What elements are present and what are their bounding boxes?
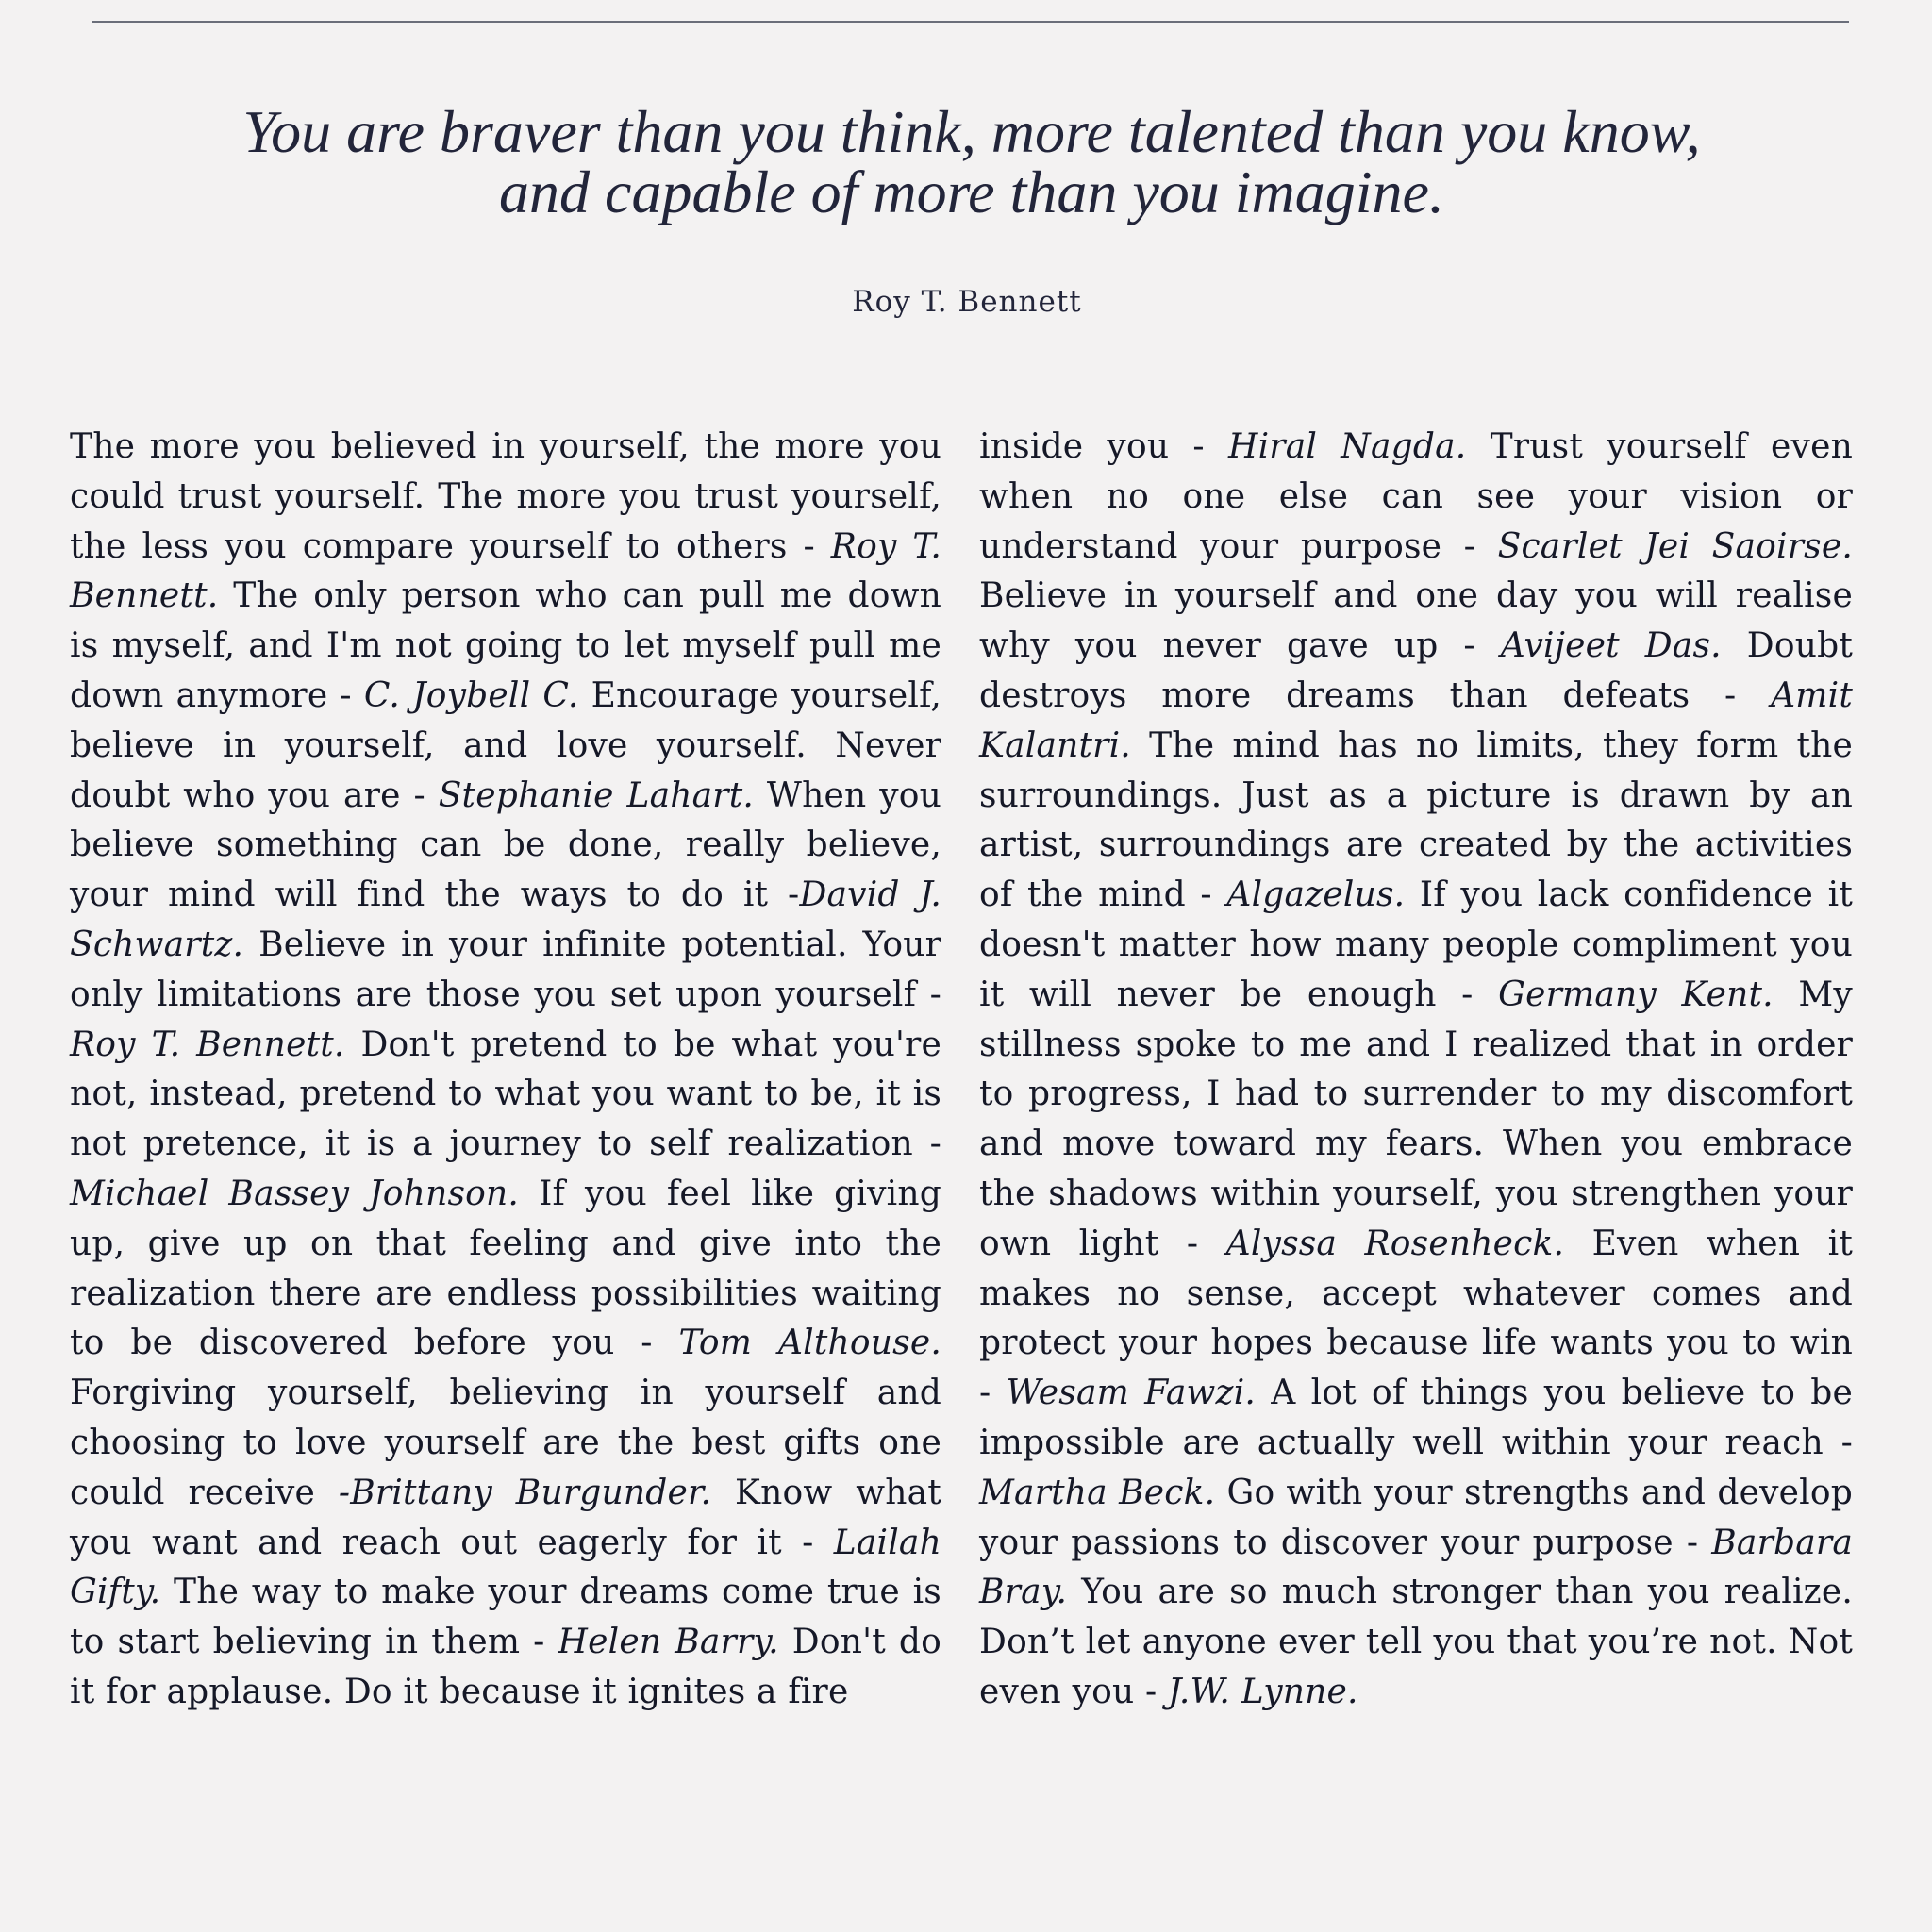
quote-text-continued: inside you - bbox=[979, 427, 1205, 466]
top-divider bbox=[92, 21, 1849, 23]
quote-author: Tom Althouse. bbox=[678, 1324, 941, 1363]
featured-quote-line-2: and capable of more than you imagine. bbox=[499, 158, 1444, 225]
quote-text: If you lack confidence it doesn't matter how many people compliment you it will never be enough - bbox=[979, 875, 1853, 1014]
quotes-column-right bbox=[979, 423, 1853, 1718]
quote-text: Trust yourself even when no one else can see your vision or understand your purpose - bbox=[979, 427, 1853, 566]
quote-text: Forgiving yourself, believing in yourself and choosing to love yourself are the best gifts one could receive bbox=[70, 1374, 941, 1512]
quote-author: Roy T. Bennett. bbox=[70, 526, 941, 616]
quote-text: Encourage yourself, believe in yourself, and love yourself. Never doubt who you are - bbox=[70, 675, 941, 815]
quote-author: Stephanie Lahart. bbox=[438, 775, 755, 815]
quote-author: David J. Schwartz. bbox=[70, 875, 941, 964]
quote-text: Don't pretend to be what you're not, instead, pretend to what you want to be, it is not pretence, it is a journey to self realization - bbox=[70, 1024, 941, 1164]
featured-quote-author: Roy T. Bennett bbox=[852, 285, 1082, 319]
quote-text: If you feel like giving up, give up on that feeling and give into the realization there are endless possibilities waiting to be discovered before you - bbox=[70, 1174, 941, 1363]
quote-author: Avijeet Das. bbox=[1500, 626, 1722, 666]
quote-text: Don't do it for applause. Do it because it ignites a fire bbox=[70, 1623, 941, 1711]
quote-text: When you believe something can be done, really believe, your mind will find the ways to do it - bbox=[70, 775, 941, 915]
quote-text: Even when it makes no sense, accept whatever comes and protect your hopes because life wants you to win - bbox=[979, 1224, 1853, 1413]
quote-text: The only person who can pull me down is myself, and I'm not going to let myself pull me down anymore - bbox=[70, 576, 942, 715]
quote-author: C. Joybell C. bbox=[363, 675, 579, 715]
quote-text: A lot of things you believe to be impossible are actually well within your reach - bbox=[979, 1374, 1853, 1462]
featured-quote-line-1: You are braver than you think, more talented than you know, bbox=[242, 98, 1701, 165]
quote-text: Know what you want and reach out eagerly for it - bbox=[70, 1473, 941, 1562]
quote-text: Doubt destroys more dreams than defeats - bbox=[979, 626, 1853, 715]
quote-author: Helen Barry. bbox=[558, 1623, 779, 1662]
featured-quote bbox=[142, 98, 1802, 225]
quote-author: Hiral Nagda. bbox=[1228, 427, 1467, 466]
quote-author: Germany Kent. bbox=[1498, 974, 1774, 1014]
quote-text: The more you believed in yourself, the more you could trust yourself. The more you trust yourself, the less you compare yourself to others - bbox=[70, 427, 941, 566]
quote-author: Lailah Gifty. bbox=[70, 1523, 941, 1612]
quote-text: The mind has no limits, they form the surroundings. Just as a picture is drawn by an artist, surroundings are created by the activities of the mind - bbox=[979, 725, 1853, 915]
quote-author: Barbara Bray. bbox=[979, 1523, 1853, 1612]
quote-author: Algazelus. bbox=[1226, 875, 1406, 915]
quote-author: Martha Beck. bbox=[979, 1473, 1216, 1512]
quote-text: Believe in your infinite potential. Your only limitations are those you set upon yourself - bbox=[70, 924, 941, 1014]
quote-text: My stillness spoke to me and I realized that in order to progress, I had to surrender to my discomfort and move toward my fears. When you embrace the shadows within yourself, you strengthen your own light - bbox=[979, 974, 1853, 1263]
quote-author: Michael Bassey Johnson. bbox=[70, 1174, 520, 1213]
quote-text: The way to make your dreams come true is to start believing in them - bbox=[70, 1573, 941, 1662]
quote-author: Roy T. Bennett. bbox=[70, 1024, 345, 1064]
quote-author: Amit Kalantri. bbox=[979, 675, 1853, 765]
quote-author: Scarlet Jei Saoirse. bbox=[1497, 526, 1853, 566]
quote-author: -Brittany Burgunder. bbox=[338, 1473, 712, 1512]
quote-author: Wesam Fawzi. bbox=[1006, 1374, 1257, 1413]
quote-text: You are so much stronger than you realize. Don’t let anyone ever tell you that you’re not. Not even you - bbox=[979, 1573, 1853, 1711]
quote-author: J.W. Lynne. bbox=[1168, 1672, 1358, 1711]
quote-text: Believe in yourself and one day you will realise why you never gave up - bbox=[979, 576, 1853, 666]
quotes-column-left bbox=[70, 423, 941, 1718]
quote-author: Alyssa Rosenheck. bbox=[1225, 1224, 1565, 1263]
quote-text: Go with your strengths and develop your passions to discover your purpose - bbox=[979, 1473, 1853, 1562]
